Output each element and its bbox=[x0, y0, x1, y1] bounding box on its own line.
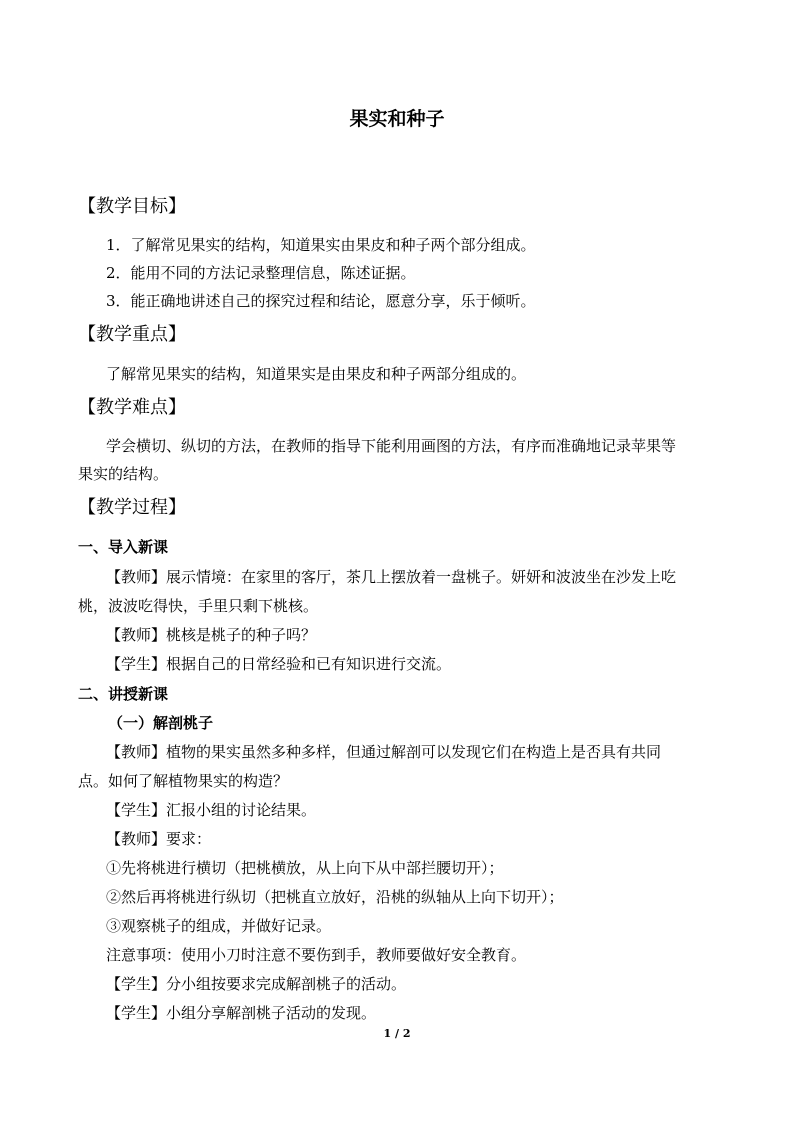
part2-heading: 二、讲授新课 bbox=[78, 685, 169, 703]
page-title: 果实和种子 bbox=[349, 108, 445, 130]
part2-line: ②然后再将桃进行纵切（把桃直立放好，沿桃的纵轴从上向下切开）； bbox=[106, 888, 564, 906]
process-heading: 【教学过程】 bbox=[78, 497, 186, 518]
part2-subheading: （一）解剖桃子 bbox=[108, 714, 214, 732]
key-points-heading: 【教学重点】 bbox=[78, 324, 186, 345]
objectives-heading: 【教学目标】 bbox=[78, 196, 186, 217]
part2-line: 【教师】要求： bbox=[106, 830, 212, 848]
part2-line: 【教师】植物的果实虽然多种多样，但通过解剖可以发现它们在构造上是否具有共同 bbox=[106, 743, 662, 761]
part1-line: 【教师】桃核是桃子的种子吗？ bbox=[106, 626, 317, 644]
part1-heading: 一、导入新课 bbox=[78, 538, 169, 556]
part2-line: ①先将桃进行横切（把桃横放，从上向下从中部拦腰切开）； bbox=[106, 859, 504, 877]
part1-line: 【教师】展示情境：在家里的客厅，茶几上摆放着一盘桃子。妍妍和波波坐在沙发上吃 bbox=[106, 568, 677, 586]
objective-item: 2．能用不同的方法记录整理信息，陈述证据。 bbox=[106, 264, 416, 282]
objective-item: 1．了解常见果实的结构，知道果实由果皮和种子两个部分组成。 bbox=[106, 236, 536, 254]
part2-line: 注意事项：使用小刀时注意不要伤到手，教师要做好安全教育。 bbox=[106, 946, 527, 964]
part2-line: 【学生】分小组按要求完成解剖桃子的活动。 bbox=[106, 975, 407, 993]
part1-line: 桃，波波吃得快，手里只剩下桃核。 bbox=[78, 597, 319, 615]
part2-line: 【学生】汇报小组的讨论结果。 bbox=[106, 801, 317, 819]
part2-line: ③观察桃子的组成，并做好记录。 bbox=[106, 917, 332, 935]
difficulties-text-line: 学会横切、纵切的方法，在教师的指导下能利用画图的方法，有序而准确地记录苹果等 bbox=[106, 437, 677, 455]
objective-item: 3．能正确地讲述自己的探究过程和结论，愿意分享，乐于倾听。 bbox=[106, 292, 536, 310]
key-points-text: 了解常见果实的结构，知道果实是由果皮和种子两部分组成的。 bbox=[106, 365, 527, 383]
page-number: 1 / 2 bbox=[383, 1027, 411, 1040]
part2-line: 【学生】小组分享解剖桃子活动的发现。 bbox=[106, 1004, 377, 1022]
part2-line: 点。如何了解植物果实的构造？ bbox=[78, 772, 289, 790]
part1-line: 【学生】根据自己的日常经验和已有知识进行交流。 bbox=[106, 655, 452, 673]
difficulties-heading: 【教学难点】 bbox=[78, 397, 186, 418]
difficulties-text-line: 果实的结构。 bbox=[78, 465, 169, 483]
